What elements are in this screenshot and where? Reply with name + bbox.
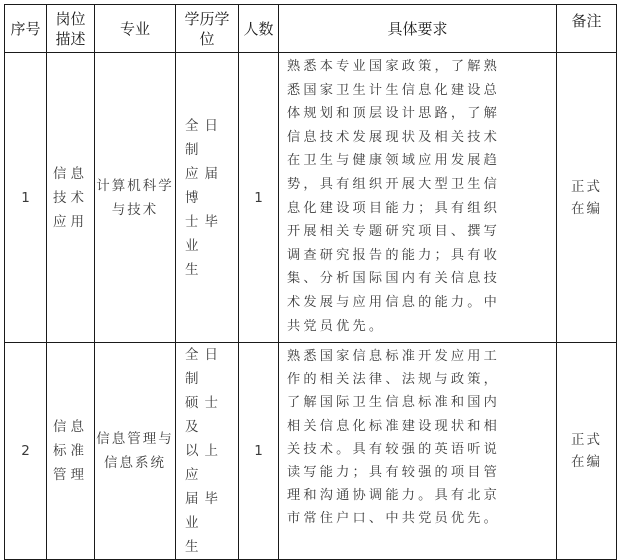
cell-line: 共党员优先。 (287, 318, 386, 334)
cell-line: 与技术 (111, 201, 159, 218)
cell-line: 正式 (571, 432, 602, 448)
cell-requirements (279, 343, 557, 560)
cell-line: 应用 (53, 213, 88, 230)
cell-line: 关技术。具有较强的英语听说 (287, 441, 501, 457)
table-row (5, 53, 617, 343)
cell-note (557, 343, 617, 560)
header-seq: 序号 (5, 5, 47, 53)
cell-count: 1 (239, 343, 279, 560)
cell-count: 1 (239, 53, 279, 343)
cell-line: 生 (185, 261, 205, 278)
cell-line: 全日制 (185, 347, 224, 387)
header-major: 专业 (95, 5, 176, 53)
header-position (47, 5, 95, 53)
cell-line: 信息系统 (104, 455, 166, 471)
cell-line: 在编 (571, 200, 602, 217)
header-position-line: 岗位 (55, 9, 86, 28)
cell-line: 悉国家卫生计生信息化建设总 (287, 82, 501, 98)
cell-line: 调查研究报告的能力；具有收 (287, 247, 501, 263)
cell-line: 正式 (571, 178, 602, 195)
cell-degree (176, 343, 239, 560)
cell-line: 计算机科学 (96, 177, 174, 194)
header-row (5, 5, 617, 53)
cell-major (95, 343, 176, 560)
cell-line: 体规划和顶层设计思路，了解 (287, 106, 501, 122)
job-requirements-table (4, 4, 617, 560)
header-degree-line: 位 (199, 29, 215, 48)
header-degree-line: 学历学 (184, 9, 230, 28)
cell-line: 管理 (53, 467, 88, 483)
cell-line: 集、分析国际国内有关信息技 (287, 271, 501, 287)
cell-line: 以上应 (185, 443, 224, 483)
cell-major (95, 53, 176, 343)
cell-requirements (279, 53, 557, 343)
cell-line: 届毕业 (185, 491, 224, 531)
cell-line: 标准 (53, 443, 88, 459)
cell-line: 在编 (571, 454, 602, 470)
header-degree (176, 5, 239, 53)
header-count: 人数 (239, 5, 279, 53)
cell-seq: 2 (5, 343, 47, 560)
cell-line: 硕士及 (185, 395, 224, 435)
cell-line: 作的相关法律、法规与政策， (287, 372, 501, 388)
cell-line: 息化建设项目能力；具有组织 (287, 200, 501, 216)
cell-note (557, 53, 617, 343)
cell-line: 相关信息化标准建设现状和相 (287, 418, 501, 434)
cell-line: 生 (185, 539, 205, 555)
cell-line: 势，具有组织开展大型卫生信 (287, 176, 501, 192)
cell-line: 了解国际卫生信息标准和国内 (287, 395, 501, 411)
cell-line: 全日制 (185, 117, 224, 158)
cell-position (47, 53, 95, 343)
cell-degree (176, 53, 239, 343)
table-row (5, 343, 617, 560)
cell-line: 在卫生与健康领域应用发展趋 (287, 153, 501, 169)
cell-line: 应届博 (185, 165, 224, 206)
cell-line: 信息 (53, 165, 88, 182)
cell-line: 熟悉国家信息标准开发应用工 (287, 349, 501, 364)
cell-line: 信息管理与 (96, 431, 174, 447)
cell-line: 开展相关专题研究项目、撰写 (287, 224, 501, 240)
cell-seq: 1 (5, 53, 47, 343)
cell-line: 读写能力；具有较强的项目管 (287, 465, 501, 481)
cell-line: 士毕业 (185, 213, 224, 254)
cell-line: 信息 (53, 419, 88, 435)
cell-line: 术发展与应用信息的能力。中 (287, 294, 501, 310)
cell-line: 理和沟通协调能力。具有北京 (287, 488, 501, 504)
cell-line: 市常住户口、中共党员优先。 (287, 511, 501, 527)
cell-line: 信息技术发展现状及相关技术 (287, 129, 501, 145)
cell-line: 技术 (53, 189, 88, 206)
header-position-line: 描述 (55, 29, 86, 48)
header-requirements: 具体要求 (279, 5, 557, 53)
cell-position (47, 343, 95, 560)
cell-line: 熟悉本专业国家政策，了解熟 (287, 59, 501, 74)
header-note: 备注 (557, 5, 617, 53)
